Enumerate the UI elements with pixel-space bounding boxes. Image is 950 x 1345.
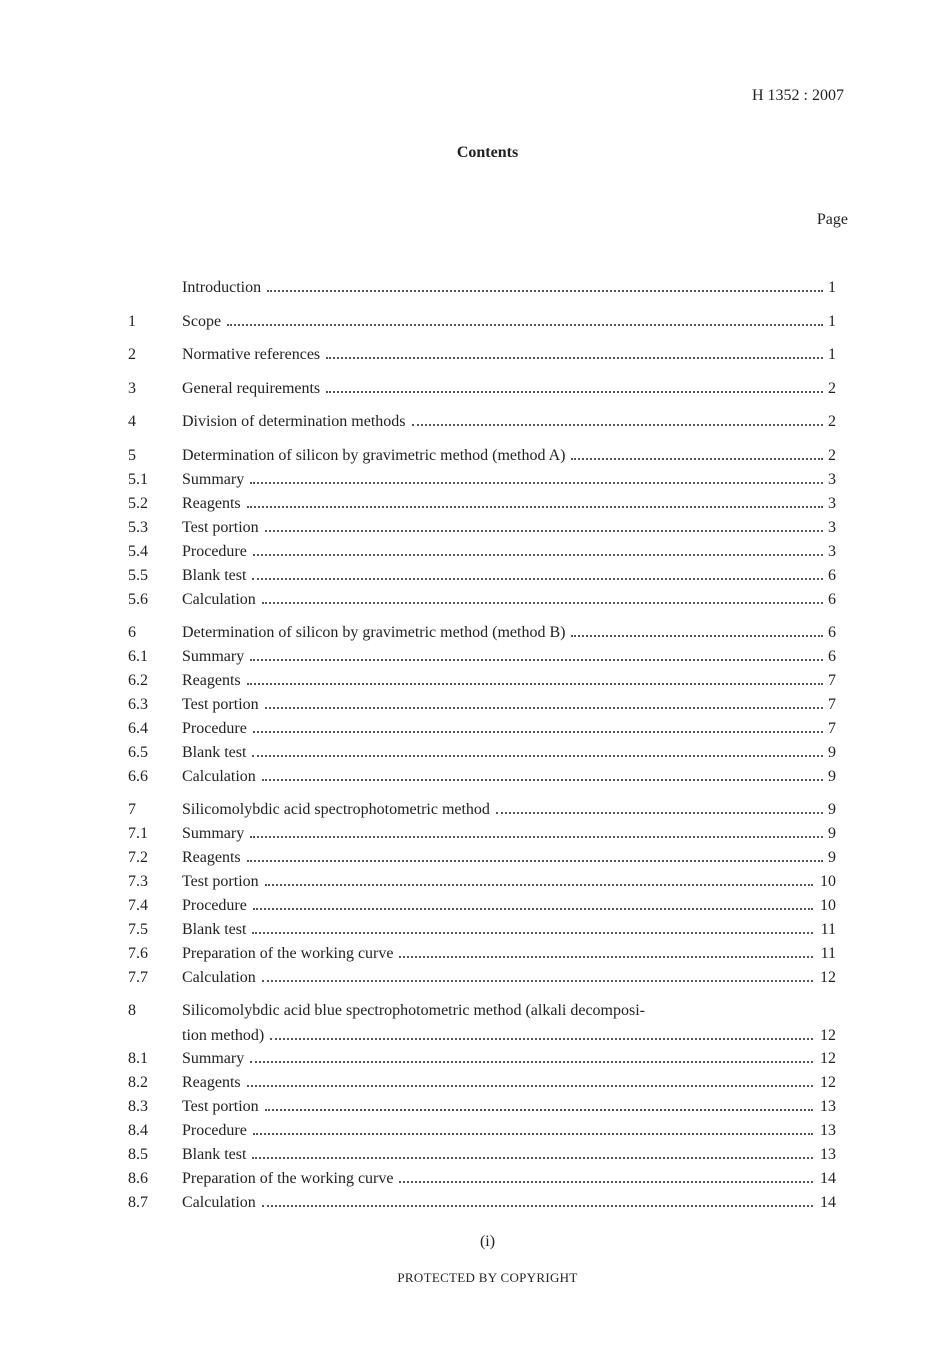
toc-entry[interactable]: [128, 444, 836, 466]
toc-entry-page: 7: [828, 720, 836, 737]
toc-entry[interactable]: [128, 918, 836, 940]
toc-entry-number: 2: [128, 346, 136, 363]
toc-entry-page: 13: [820, 1098, 836, 1115]
toc-entry-number: 7.1: [128, 825, 148, 842]
toc-entry-page: 9: [828, 744, 836, 761]
toc-entry-number: 6.4: [128, 720, 148, 737]
toc-entry-title: Calculation: [182, 768, 256, 785]
dot-leader: [262, 765, 823, 781]
dot-leader: [247, 1071, 813, 1087]
toc-entry-page: 10: [820, 873, 836, 890]
toc-entry-page: 6: [828, 624, 836, 641]
toc-entry-page: 11: [820, 945, 836, 962]
toc-entry[interactable]: [128, 564, 836, 586]
page-column-label: Page: [816, 211, 848, 228]
toc-entry[interactable]: [128, 894, 836, 916]
toc-entry[interactable]: [128, 310, 836, 332]
toc-entry[interactable]: [128, 588, 836, 610]
toc-entry-title: Silicomolybdic acid spectrophotometric method: [182, 801, 490, 818]
toc-entry-title: Blank test: [182, 1146, 247, 1163]
toc-entry-page: 14: [820, 1194, 836, 1211]
toc-entry-page: 12: [820, 1027, 836, 1044]
toc-entry-page: 1: [828, 313, 836, 330]
toc-entry-number: 3: [128, 380, 136, 397]
toc-entry-page: 9: [828, 825, 836, 842]
dot-leader: [270, 1024, 813, 1040]
toc-entry[interactable]: [128, 741, 836, 763]
toc-entry-page: 3: [828, 543, 836, 560]
toc-entry[interactable]: [128, 343, 836, 365]
toc-entry-title: Summary: [182, 825, 245, 842]
toc-entry-page: 9: [828, 768, 836, 785]
toc-entry-title: Test portion: [182, 873, 259, 890]
toc-entry-title: Scope: [182, 313, 222, 330]
toc-entry-title: Reagents: [182, 849, 241, 866]
toc-entry-page: 9: [828, 849, 836, 866]
toc-entry-page: 2: [828, 413, 836, 430]
toc-entry-number: 6.5: [128, 744, 148, 761]
toc-entry-number: 7: [128, 801, 136, 818]
toc-entry-page: 3: [828, 471, 836, 488]
table-of-contents: [128, 0, 836, 1345]
toc-entry[interactable]: [128, 516, 836, 538]
toc-entry[interactable]: [128, 410, 836, 432]
dot-leader: [247, 492, 823, 508]
toc-entry-page: 6: [828, 648, 836, 665]
dot-leader: [399, 1167, 813, 1183]
toc-entry-title: Division of determination methods: [182, 413, 406, 430]
dot-leader: [262, 588, 823, 604]
toc-entry[interactable]: [128, 1167, 836, 1189]
toc-entry[interactable]: [128, 798, 836, 820]
toc-entry[interactable]: [128, 276, 836, 298]
dot-leader: [326, 377, 823, 393]
toc-entry-number: 6.1: [128, 648, 148, 665]
toc-entry[interactable]: [128, 377, 836, 399]
toc-entry[interactable]: [128, 645, 836, 667]
toc-entry-page: 6: [828, 567, 836, 584]
dot-leader: [571, 621, 823, 637]
toc-entry-page: 2: [828, 447, 836, 464]
toc-entry-title: Reagents: [182, 1074, 241, 1091]
toc-entry-number: 8: [128, 1002, 136, 1019]
dot-leader: [250, 645, 823, 661]
dot-leader: [247, 669, 823, 685]
toc-entry-number: 5.1: [128, 471, 148, 488]
toc-entry-number: 7.3: [128, 873, 148, 890]
toc-entry[interactable]: [128, 693, 836, 715]
toc-entry-title: Reagents: [182, 672, 241, 689]
toc-entry[interactable]: [128, 822, 836, 844]
toc-entry[interactable]: [128, 966, 836, 988]
toc-entry-title: Blank test: [182, 921, 247, 938]
toc-entry-page: 12: [820, 1050, 836, 1067]
dot-leader: [262, 1191, 813, 1207]
toc-entry-number: 5.6: [128, 591, 148, 608]
toc-entry-title: Blank test: [182, 567, 247, 584]
toc-entry-number: 6.2: [128, 672, 148, 689]
toc-entry-number: 8.2: [128, 1074, 148, 1091]
toc-entry-number: 5.2: [128, 495, 148, 512]
toc-entry-number: 7.2: [128, 849, 148, 866]
toc-entry-number: 6.6: [128, 768, 148, 785]
toc-entry-number: 7.5: [128, 921, 148, 938]
toc-entry-page: 1: [828, 279, 836, 296]
toc-entry-number: 8.4: [128, 1122, 148, 1139]
toc-entry-number: 8.3: [128, 1098, 148, 1115]
dot-leader: [227, 310, 823, 326]
dot-leader: [250, 1047, 813, 1063]
dot-leader: [253, 717, 823, 733]
toc-entry-page: 3: [828, 519, 836, 536]
toc-entry-title: Determination of silicon by gravimetric method (method A): [182, 447, 566, 464]
dot-leader: [412, 410, 823, 426]
dot-leader: [267, 276, 823, 292]
dot-leader: [496, 798, 823, 814]
dot-leader: [265, 870, 813, 886]
toc-entry[interactable]: [128, 1143, 836, 1165]
dot-leader: [250, 822, 823, 838]
toc-entry-number: 7.4: [128, 897, 148, 914]
toc-entry-page: 1: [828, 346, 836, 363]
dot-leader: [247, 846, 823, 862]
toc-entry-title: Procedure: [182, 543, 247, 560]
toc-entry-title: Preparation of the working curve: [182, 945, 394, 962]
toc-entry[interactable]: [128, 942, 836, 964]
toc-entry[interactable]: [128, 492, 836, 514]
dot-leader: [326, 343, 823, 359]
toc-entry-number: 5.4: [128, 543, 148, 560]
toc-entry[interactable]: [128, 1071, 836, 1093]
toc-entry-number: 5.3: [128, 519, 148, 536]
toc-entry-page: 2: [828, 380, 836, 397]
toc-entry-title: Procedure: [182, 720, 247, 737]
toc-entry-title: Calculation: [182, 969, 256, 986]
toc-entry[interactable]: [128, 846, 836, 868]
toc-entry-title: Blank test: [182, 744, 247, 761]
toc-entry-number: 8.1: [128, 1050, 148, 1067]
toc-entry-number: 8.5: [128, 1146, 148, 1163]
toc-entry-title: Introduction: [182, 279, 262, 296]
toc-entry-page: 14: [820, 1170, 836, 1187]
toc-entry-page: 12: [820, 969, 836, 986]
document-id: H 1352 : 2007: [752, 87, 844, 104]
toc-entry-title: Reagents: [182, 495, 241, 512]
dot-leader: [253, 540, 823, 556]
toc-entry[interactable]: [128, 1047, 836, 1069]
toc-entry-number: 7.7: [128, 969, 148, 986]
toc-entry-title-continued: tion method): [182, 1027, 265, 1044]
copyright-notice: PROTECTED BY COPYRIGHT: [397, 1270, 578, 1285]
toc-entry-page: 6: [828, 591, 836, 608]
dot-leader: [252, 741, 823, 757]
toc-entry-title: Test portion: [182, 1098, 259, 1115]
dot-leader: [253, 1119, 813, 1135]
toc-entry[interactable]: [128, 765, 836, 787]
toc-entry[interactable]: [128, 621, 836, 643]
toc-entry[interactable]: [128, 540, 836, 562]
toc-entry-page: 13: [820, 1122, 836, 1139]
toc-entry-number: 4: [128, 413, 136, 430]
toc-entry[interactable]: [128, 468, 836, 490]
dot-leader: [265, 516, 823, 532]
toc-entry-title: Summary: [182, 1050, 245, 1067]
toc-entry-number: 8.6: [128, 1170, 148, 1187]
toc-entry-number: 6.3: [128, 696, 148, 713]
toc-entry[interactable]: [128, 717, 836, 739]
toc-entry-page: 7: [828, 672, 836, 689]
toc-entry[interactable]: [128, 870, 836, 892]
toc-entry-title: Summary: [182, 471, 245, 488]
toc-entry-title: Preparation of the working curve: [182, 1170, 394, 1187]
toc-entry-page: 13: [820, 1146, 836, 1163]
dot-leader: [399, 942, 813, 958]
toc-entry-title: Calculation: [182, 591, 256, 608]
dot-leader: [252, 564, 823, 580]
toc-entry-page: 10: [820, 897, 836, 914]
dot-leader: [253, 894, 813, 910]
toc-entry-title: Silicomolybdic acid blue spectrophotometric method (alkali decomposi-: [182, 1002, 645, 1019]
toc-entry-number: 8.7: [128, 1194, 148, 1211]
dot-leader: [252, 918, 813, 934]
toc-entry-title: Procedure: [182, 897, 247, 914]
dot-leader: [571, 444, 823, 460]
toc-entry[interactable]: [128, 1000, 836, 1022]
toc-entry-title: Test portion: [182, 696, 259, 713]
toc-entry-number: 7.6: [128, 945, 148, 962]
toc-entry-page: 9: [828, 801, 836, 818]
toc-entry[interactable]: [128, 1119, 836, 1141]
toc-entry[interactable]: [128, 669, 836, 691]
toc-entry-page: 3: [828, 495, 836, 512]
dot-leader: [262, 966, 813, 982]
toc-entry-page: 12: [820, 1074, 836, 1091]
toc-entry-number: 5.5: [128, 567, 148, 584]
toc-entry-number: 5: [128, 447, 136, 464]
toc-entry-number: 1: [128, 313, 136, 330]
toc-entry-title: Determination of silicon by gravimetric method (method B): [182, 624, 566, 641]
toc-entry-page: 7: [828, 696, 836, 713]
toc-entry-title: Test portion: [182, 519, 259, 536]
toc-entry-title: General requirements: [182, 380, 321, 397]
dot-leader: [265, 693, 823, 709]
toc-entry[interactable]: [128, 1095, 836, 1117]
toc-entry-number: 6: [128, 624, 136, 641]
toc-entry-title: Normative references: [182, 346, 321, 363]
footer-page-number: (i): [479, 1233, 496, 1250]
toc-entry-title: Calculation: [182, 1194, 256, 1211]
dot-leader: [250, 468, 823, 484]
toc-entry-page: 11: [820, 921, 836, 938]
toc-entry-title: Procedure: [182, 1122, 247, 1139]
page-title: Contents: [456, 144, 519, 161]
toc-entry-title: Summary: [182, 648, 245, 665]
toc-entry-continuation[interactable]: [182, 1024, 836, 1046]
dot-leader: [265, 1095, 813, 1111]
toc-entry[interactable]: [128, 1191, 836, 1213]
dot-leader: [252, 1143, 813, 1159]
